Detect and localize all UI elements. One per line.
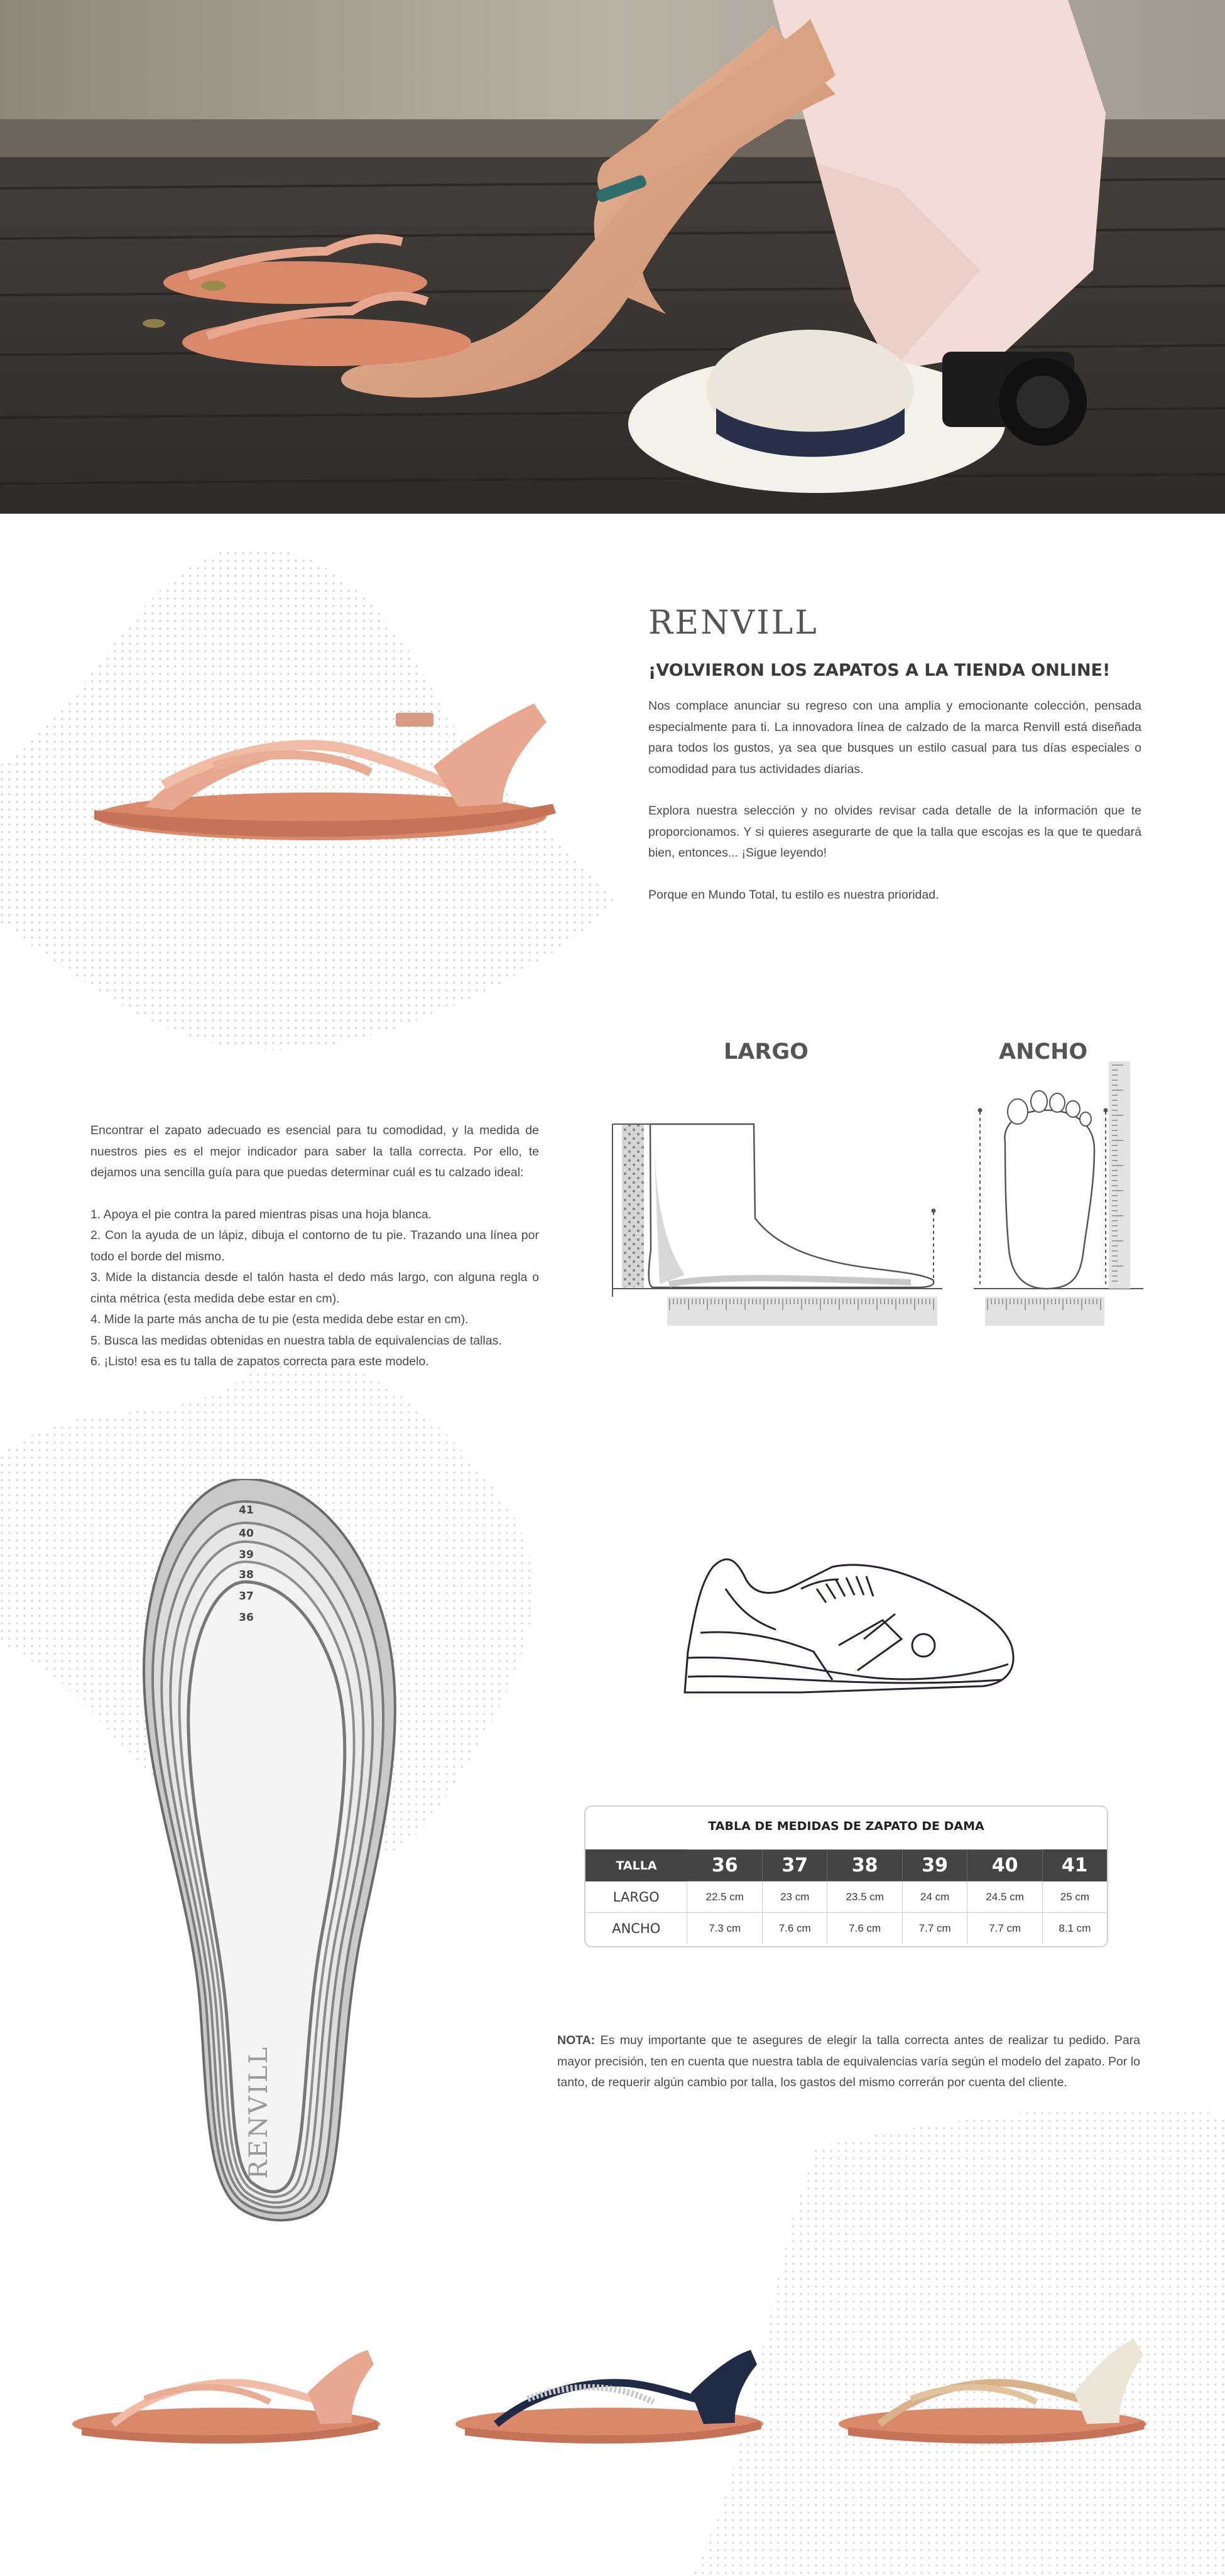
hero-scene-illustration [0, 0, 1225, 514]
size-table-cell: 7.7 cm [903, 1913, 967, 1944]
size-table-row [586, 1913, 1107, 1944]
intro-paragraph: Porque en Mundo Total, tu estilo es nuestra prioridad. [648, 887, 939, 902]
sandal-variant-gold [839, 2339, 1146, 2443]
guide-step: 3. Mide la distancia desde el talón hasta el dedo más largo, con alguna regla o cinta métrica (esta medida debe estar en cm). [90, 1270, 539, 1306]
largo-heading: LARGO [724, 1039, 808, 1064]
hero-photo [0, 0, 1225, 514]
insole-size-label: 37 [239, 1590, 254, 1603]
size-table-cell: 25 cm [1043, 1881, 1107, 1913]
insole-size-label: 36 [239, 1611, 254, 1624]
size-table-cell: 7.7 cm [967, 1913, 1042, 1944]
size-table-cell: 23 cm [763, 1881, 827, 1913]
size-table-size: 39 [903, 1850, 967, 1881]
color-variants [69, 2330, 1150, 2455]
size-table-cell: 7.6 cm [763, 1913, 827, 1944]
note-body: Es muy importante que te asegures de elegir la talla correcta antes de realizar tu pedido. Para mayor precisión, ten en cuenta que nuestra tabla de equivalencias varía según el modelo del zapato. Por lo tanto, de requerir algún cambio por talla, los gastos del mismo correrán por cuenta del cliente. [557, 2033, 1140, 2089]
insole-size-label: 39 [239, 1549, 254, 1561]
size-table-size: 41 [1043, 1850, 1107, 1881]
sandal-variant-rose [72, 2350, 380, 2443]
size-table-row [586, 1881, 1107, 1913]
insole-size-label: 40 [239, 1527, 254, 1540]
size-table-size: 40 [967, 1850, 1042, 1881]
size-table-header-label: TALLA [586, 1850, 687, 1881]
guide-step: 4. Mide la parte más ancha de tu pie (esta medida debe estar en cm). [90, 1312, 469, 1326]
insole-brand: RENVILL [244, 2045, 273, 2179]
vertical-ruler [1109, 1061, 1130, 1289]
size-table-cell: 8.1 cm [1043, 1913, 1107, 1944]
size-table-size: 37 [763, 1850, 827, 1881]
size-table [585, 1849, 1107, 1944]
ancho-heading: ANCHO [999, 1039, 1088, 1064]
size-table-cell: 23.5 cm [827, 1881, 902, 1913]
intro-paragraph: Nos complace anunciar su regreso con una amplia y emocionante colección, pensada especialmente para ti. La innovadora línea de calzado de la marca Renvill está diseñada para todos los gustos, ya sea que busques un estilo casual para tus días especiales o comodidad para tus actividades diarias. [648, 699, 1141, 776]
measuring-guide-text [90, 1120, 539, 1373]
guide-intro: Encontrar el zapato adecuado es esencial para tu comodidad, y la medida de nuestros pies es el mejor indicador para saber la talla correcta. Por ello, te dejamos una sencilla guía para que puedas determinar cuál es tu calzado ideal: [90, 1123, 539, 1179]
guide-step: 2. Con la ayuda de un lápiz, dibuja el contorno de tu pie. Trazando una línea por todo el borde del mismo. [90, 1228, 539, 1264]
size-table-cell: 24.5 cm [967, 1881, 1042, 1913]
size-table-size: 38 [827, 1850, 902, 1881]
guide-step: 1. Apoya el pie contra la pared mientras pisas una hoja blanca. [90, 1207, 432, 1221]
size-chart [584, 1805, 1108, 1947]
width-ruler [985, 1297, 1104, 1326]
size-table-size: 36 [687, 1850, 763, 1881]
size-table-row-label: ANCHO [586, 1913, 687, 1944]
guide-step: 5. Busca las medidas obtenidas en nuestra tabla de equivalencias de tallas. [90, 1333, 502, 1348]
intro-headline: ¡VOLVIERON LOS ZAPATOS A LA TIENDA ONLINE! [648, 661, 1111, 680]
size-table-row-label: LARGO [586, 1881, 687, 1913]
insole-size-label: 38 [239, 1569, 254, 1581]
intro-text [648, 696, 1141, 906]
guide-step: 6. ¡Listo! esa es tu talla de zapatos correcta para este modelo. [90, 1355, 429, 1368]
insole-size-label: 41 [239, 1504, 254, 1517]
intro-paragraph: Explora nuestra selección y no olvides revisar cada detalle de la información que te proporcionamos. Y si quieres asegurarte de que la talla que escojas es la que te quedará bien, entonces... ¡Sigue leyendo! [648, 804, 1141, 860]
sneaker-illustration [675, 1551, 1021, 1708]
size-table-header-row [586, 1850, 1107, 1881]
note-label: NOTA: [557, 2033, 596, 2047]
brand-logo: RENVILL [648, 604, 819, 642]
insole-size-diagram [138, 1479, 402, 2226]
length-ruler [667, 1297, 937, 1326]
size-chart-title: TABLA DE MEDIDAS DE ZAPATO DE DAMA [708, 1819, 984, 1833]
size-table-cell: 7.6 cm [827, 1913, 902, 1944]
size-table-cell: 22.5 cm [687, 1881, 763, 1913]
sandal-variant-navy [455, 2350, 763, 2443]
size-table-cell: 24 cm [903, 1881, 967, 1913]
featured-sandal-image [69, 678, 597, 854]
note-text [557, 2030, 1140, 2094]
size-table-cell: 7.3 cm [687, 1913, 763, 1944]
foot-measure-illustration [609, 1061, 1143, 1400]
